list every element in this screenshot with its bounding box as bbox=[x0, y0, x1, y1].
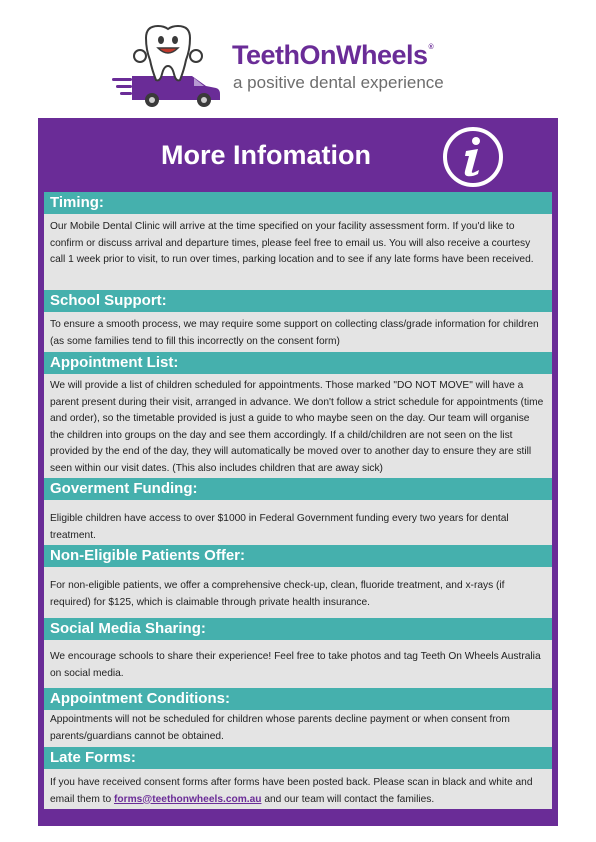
brand-name: TeethOnWheels® bbox=[232, 40, 434, 70]
section-body-appointment-list: We will provide a list of children scheduled for appointments. Those marked "DO NOT MOVE" will have a parent present during their visit, arranged in advance. We don't follow a strict schedule for appointments (time and order), so the timetable provided is just a guide to who maybe seen on the day. Our team will organise the children into groups on the day and see them accordingly. If a child/children are not seen on the list provided by the end of the day, they will automatically be moved over to another day to ensure they are still seen within our visit dates. (This also includes children that are away sick) bbox=[44, 374, 552, 478]
section-heading-non-eligible-offer: Non-Eligible Patients Offer: bbox=[44, 545, 552, 567]
section-body-social-media: We encourage schools to share their experience! Feel free to take photos and tag Teeth On Wheels Australia on social media. bbox=[44, 640, 552, 688]
panel-title: More Infomation bbox=[161, 140, 371, 170]
section-heading-timing: Timing: bbox=[44, 192, 552, 214]
section-body-school-support: To ensure a smooth process, we may require some support on collecting class/grade information for children (as some families tend to fill this incorrectly on the consent form) bbox=[44, 312, 552, 352]
tooth-van-logo-icon bbox=[110, 20, 230, 108]
header bbox=[0, 0, 596, 118]
section-heading-late-forms: Late Forms: bbox=[44, 747, 552, 769]
section-heading-appointment-conditions: Appointment Conditions: bbox=[44, 688, 552, 710]
section-heading-government-funding: Goverment Funding: bbox=[44, 478, 552, 500]
section-body-late-forms bbox=[44, 769, 552, 809]
section-body-non-eligible-offer: For non-eligible patients, we offer a comprehensive check-up, clean, fluoride treatment, and x-rays (if required) for $125, which is claimable through private health insurance. bbox=[44, 567, 552, 618]
brand-tagline: a positive dental experience bbox=[233, 73, 444, 92]
email-link[interactable]: forms@teethonwheels.com.au bbox=[113, 793, 262, 805]
info-panel bbox=[38, 118, 558, 826]
section-body-government-funding: Eligible children have access to over $1000 in Federal Government funding every two years for dental treatment. bbox=[44, 500, 552, 545]
section-body-timing: Our Mobile Dental Clinic will arrive at the time specified on your facility assessment form. If you'd like to confirm or discuss arrival and departure times, please feel free to email us. You will also receive a courtesy call 1 week prior to visit, to run over times, parking location and to see if any late forms have been received. bbox=[44, 214, 552, 290]
sections bbox=[44, 192, 552, 809]
section-heading-school-support: School Support: bbox=[44, 290, 552, 312]
section-heading-appointment-list: Appointment List: bbox=[44, 352, 552, 374]
late-forms-text: If you have received consent forms after forms have been posted back. Please scan in black and white and email them to forms@teethonwheels.com.au and our team will contact the families. bbox=[50, 777, 533, 805]
section-body-appointment-conditions: Appointments will not be scheduled for children whose parents decline payment or when consent from parents/guardians cannot be obtained. bbox=[44, 710, 552, 747]
section-heading-social-media: Social Media Sharing: bbox=[44, 618, 552, 640]
info-icon bbox=[442, 126, 504, 188]
